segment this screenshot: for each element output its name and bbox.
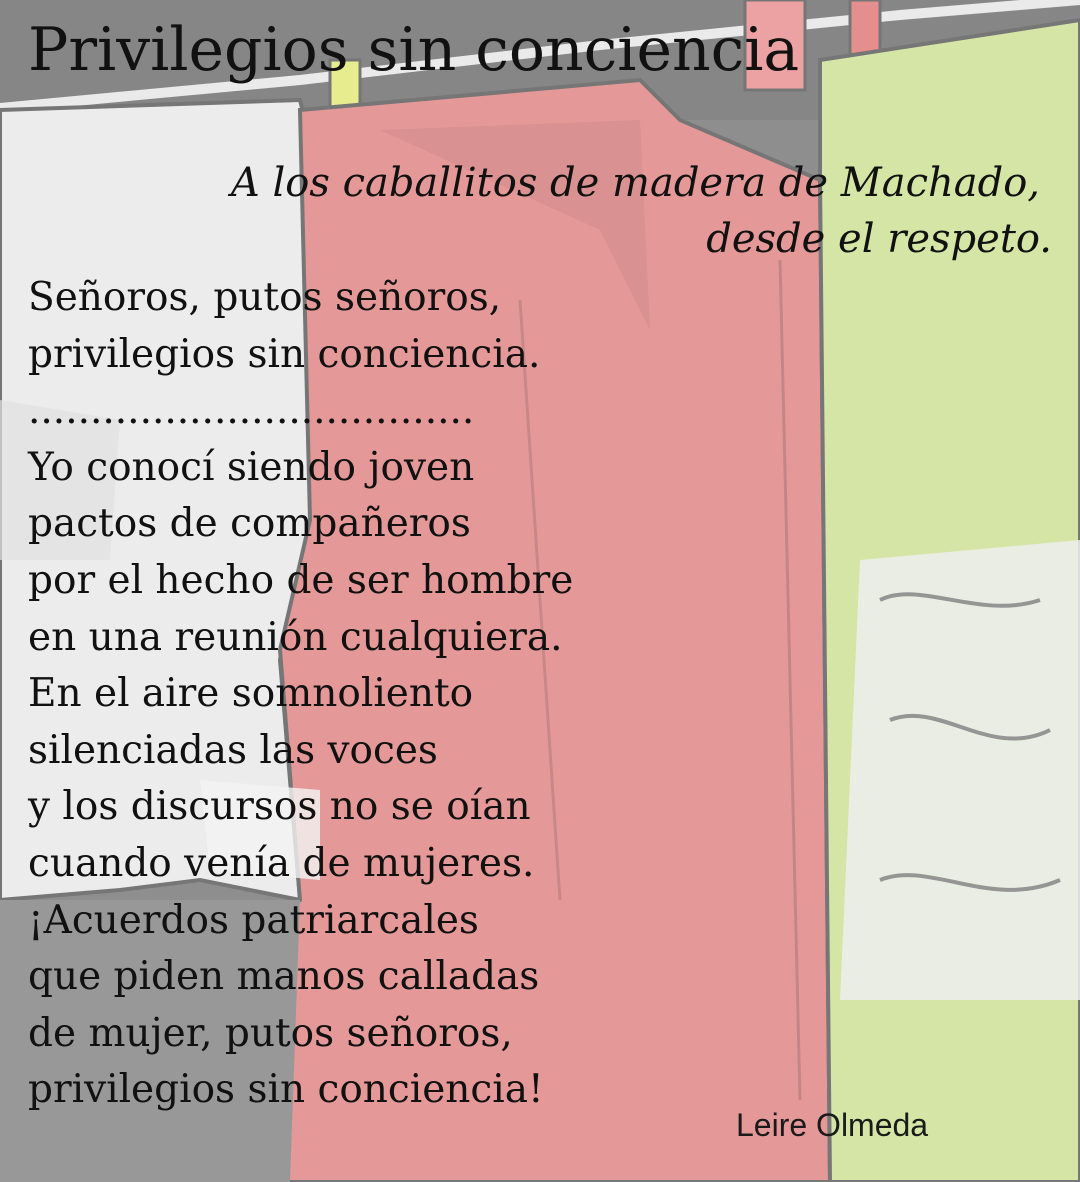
- dedication-line: A los caballitos de madera de Machado,: [230, 160, 1040, 206]
- verse-line: ¡Acuerdos patriarcales: [28, 897, 479, 943]
- verse-line: y los discursos no se oían: [28, 784, 531, 830]
- dedication: [152, 155, 1052, 267]
- verse-line: por el hecho de ser hombre: [28, 557, 574, 603]
- verse-line: pactos de compañeros: [28, 501, 471, 547]
- verse-line: de mujer, putos señoros,: [28, 1010, 513, 1056]
- author-signature: Leire Olmeda: [736, 1107, 929, 1143]
- verse-line: En el aire somnoliento: [28, 671, 474, 717]
- verse-line: que piden manos calladas: [28, 954, 540, 1000]
- verse-line: privilegios sin conciencia.: [28, 331, 541, 377]
- ellipsis-separator: ....................................: [28, 388, 475, 434]
- verse-line: privilegios sin conciencia!: [28, 1067, 544, 1113]
- verse-line: Señoros, putos señoros,: [28, 275, 502, 320]
- poem-body: [28, 270, 573, 1119]
- verse-line: silenciadas las voces: [28, 727, 438, 773]
- verse-line: en una reunión cualquiera.: [28, 614, 563, 660]
- poem-title: Privilegios sin conciencia: [28, 15, 800, 85]
- verse-line: cuando venía de mujeres.: [28, 840, 535, 886]
- verse-line: Yo conocí siendo joven: [28, 444, 475, 490]
- dedication-line: desde el respeto.: [706, 216, 1052, 262]
